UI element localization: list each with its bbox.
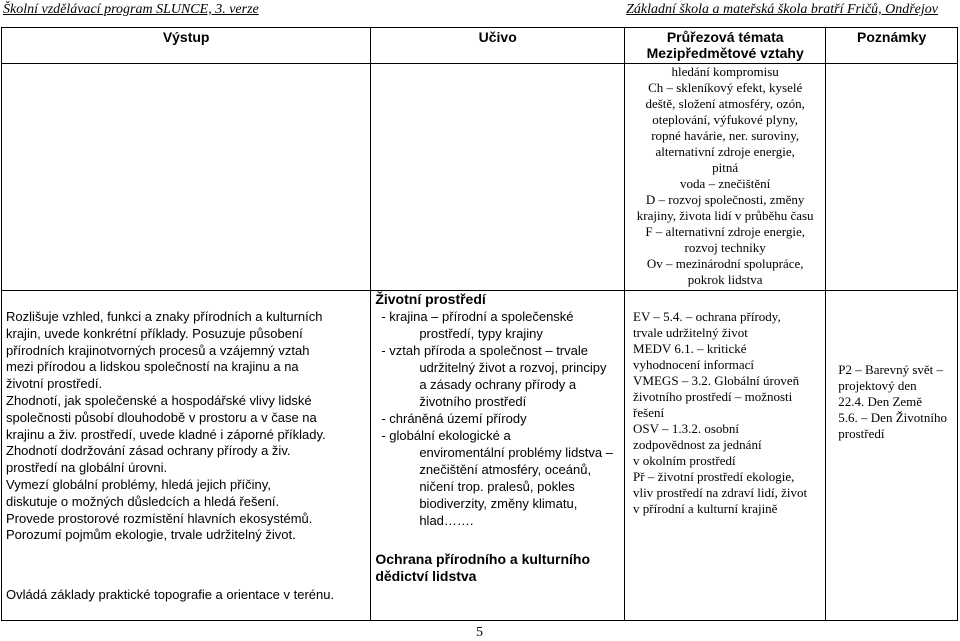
header-pruřez-1: Průřezová témata: [666, 29, 784, 45]
ucivo-item-cont: a zásady ochrany přírody a: [419, 377, 577, 392]
vystup-line: Rozlišuje vzhled, funkci a znaky přírodních a kulturních: [6, 309, 323, 324]
ucivo-item-cont: enviromentální problémy lidstva –: [419, 445, 613, 460]
page-header: [0, 0, 960, 22]
poznamka-line: 22.4. Den Země: [838, 394, 923, 409]
header-vystup: Výstup: [2, 28, 371, 64]
prurez-line: Př – životní prostředí ekologie,: [633, 469, 795, 484]
row2-vystup: [2, 291, 371, 621]
prurez-line: voda – znečištění: [680, 176, 771, 191]
ucivo-item-cont: prostředí, typy krajiny: [419, 326, 543, 341]
prurez-line: OSV – 1.3.2. osobní: [633, 421, 739, 436]
vystup-line: mezi přírodou a lidskou společností na krajinu a na: [6, 359, 299, 375]
header-pruřez-2: Mezipředmětové vztahy: [646, 45, 804, 61]
prurez-line: hledání kompromisu: [671, 64, 779, 79]
vystup-line: přírodních krajinotvorných procesů a vzájemný vztah: [6, 342, 310, 358]
prurez-line: Ov – mezinárodní spolupráce,: [646, 256, 804, 271]
ucivo-item-cont: ničení trop. pralesů, pokles: [419, 479, 575, 494]
prurez-line: životního prostředí – možnosti: [633, 389, 793, 404]
vystup-line: Porozumí pojmům ekologie, trvale udržitelný život.: [6, 527, 296, 543]
vystup-line: krajin, uvede konkrétní příklady. Posuzuje působení: [6, 325, 303, 341]
row2-prurez: [625, 291, 826, 621]
ucivo-item-cont: znečištění atmosféry, oceánů,: [419, 462, 592, 477]
vystup-line: prostředí na globální úrovni.: [6, 460, 168, 476]
row2-ucivo: [371, 291, 625, 621]
poznamka-line: prostředí: [838, 426, 885, 441]
vystup-line: diskutuje o možných důsledcích a hledá řešení.: [6, 493, 280, 509]
ucivo-title-2a: Ochrana přírodního a kulturního: [375, 551, 591, 567]
prurez-line: EV – 5.4. – ochrana přírody,: [633, 309, 781, 324]
ucivo-title-2b: dědictví lidstva: [375, 568, 477, 584]
page-number: 5: [476, 625, 483, 640]
prurez-line: vliv prostředí na zdraví lidí, život: [633, 485, 808, 500]
prurez-line: Ch – skleníkový efekt, kyselé: [648, 80, 803, 95]
vystup-line: Zhodnotí, jak společenské a hospodářské vlivy lidské: [6, 392, 312, 408]
prurez-line: zodpovědnost za jednání: [633, 437, 762, 452]
ucivo-item: - chráněná území přírody: [381, 411, 527, 426]
row1-poznamky: [826, 64, 958, 291]
prurez-line: vyhodnocení informací: [633, 357, 754, 372]
poznamka-line: P2 – Barevný svět –: [838, 362, 944, 377]
vystup-line: Provede prostorové rozmístění hlavních ekosystémů.: [6, 510, 313, 526]
ucivo-item-cont: životního prostředí: [419, 394, 527, 409]
prurez-line: rozvoj techniky: [684, 240, 766, 255]
header-poznamky: Poznámky: [826, 28, 958, 64]
prurez-line: oteplování, výfukové plyny,: [652, 112, 799, 127]
prurez-line: krajiny, života lidí v průběhu času: [636, 208, 814, 223]
vystup-line: společnosti působí dlouhodobě v prostoru a v čase na: [6, 409, 317, 425]
prurez-line: F – alternativní zdroje energie,: [645, 224, 806, 239]
prurez-line: v přírodní a kulturní krajině: [633, 501, 778, 516]
row1-vystup: [2, 64, 371, 291]
prurez-line: trvale udržitelný život: [633, 325, 748, 340]
vystup-line: Zhodnotí dodržování zásad ochrany přírody a živ.: [6, 443, 291, 459]
poznamka-line: 5.6. – Den Životního: [838, 410, 947, 425]
ucivo-item: - krajina – přírodní a společenské: [381, 309, 574, 324]
prurez-line: ropné havárie, ner. suroviny,: [651, 128, 800, 143]
prurez-line: VMEGS – 3.2. Globální úroveň: [633, 373, 800, 388]
prurez-line: v okolním prostředí: [633, 453, 736, 468]
row1-ucivo: [371, 64, 625, 291]
prurez-line: alternativní zdroje energie,: [655, 144, 795, 159]
ucivo-item: - vztah příroda a společnost – trvale: [381, 343, 588, 358]
prurez-line: deště, složení atmosféry, ozón,: [645, 96, 805, 111]
table-row: [2, 64, 958, 291]
ucivo-item-cont: udržitelný život a rozvoj, principy: [419, 360, 607, 375]
table-header-row: [2, 28, 958, 64]
prurez-line: řešení: [633, 405, 665, 420]
curriculum-table: [1, 27, 958, 621]
prurez-line: D – rozvoj společnosti, změny: [645, 192, 805, 207]
vystup-line: krajinu a živ. prostředí, uvede kladné i záporné příklady.: [6, 426, 326, 442]
prurez-line: pokrok lidstva: [687, 272, 763, 287]
ucivo-item: - globální ekologické a: [381, 428, 511, 443]
prurez-line: pitná: [712, 160, 739, 175]
vystup-line: Vymezí globální problémy, hledá jejich příčiny,: [6, 476, 271, 492]
vystup-line: životní prostředí.: [6, 376, 103, 392]
prurez-line: MEDV 6.1. – kritické: [633, 341, 747, 356]
header-ucivo: Učivo: [371, 28, 625, 64]
row2-poznamky: [826, 291, 958, 621]
header-pruřez: [625, 28, 826, 64]
table-row: [2, 291, 958, 621]
header-right: Základní škola a mateřská škola bratří Fričů, Ondřejov: [626, 2, 938, 17]
row1-prurez: [625, 64, 826, 291]
ucivo-item-cont: hlad…….: [419, 513, 474, 528]
vystup-line-topografie: Ovládá základy praktické topografie a orientace v terénu.: [6, 587, 335, 603]
ucivo-item-cont: biodiverzity, změny klimatu,: [419, 496, 578, 511]
ucivo-title: Životní prostředí: [375, 291, 486, 307]
poznamka-line: projektový den: [838, 378, 917, 393]
header-left: Školní vzdělávací program SLUNCE, 3. verze: [3, 2, 259, 17]
